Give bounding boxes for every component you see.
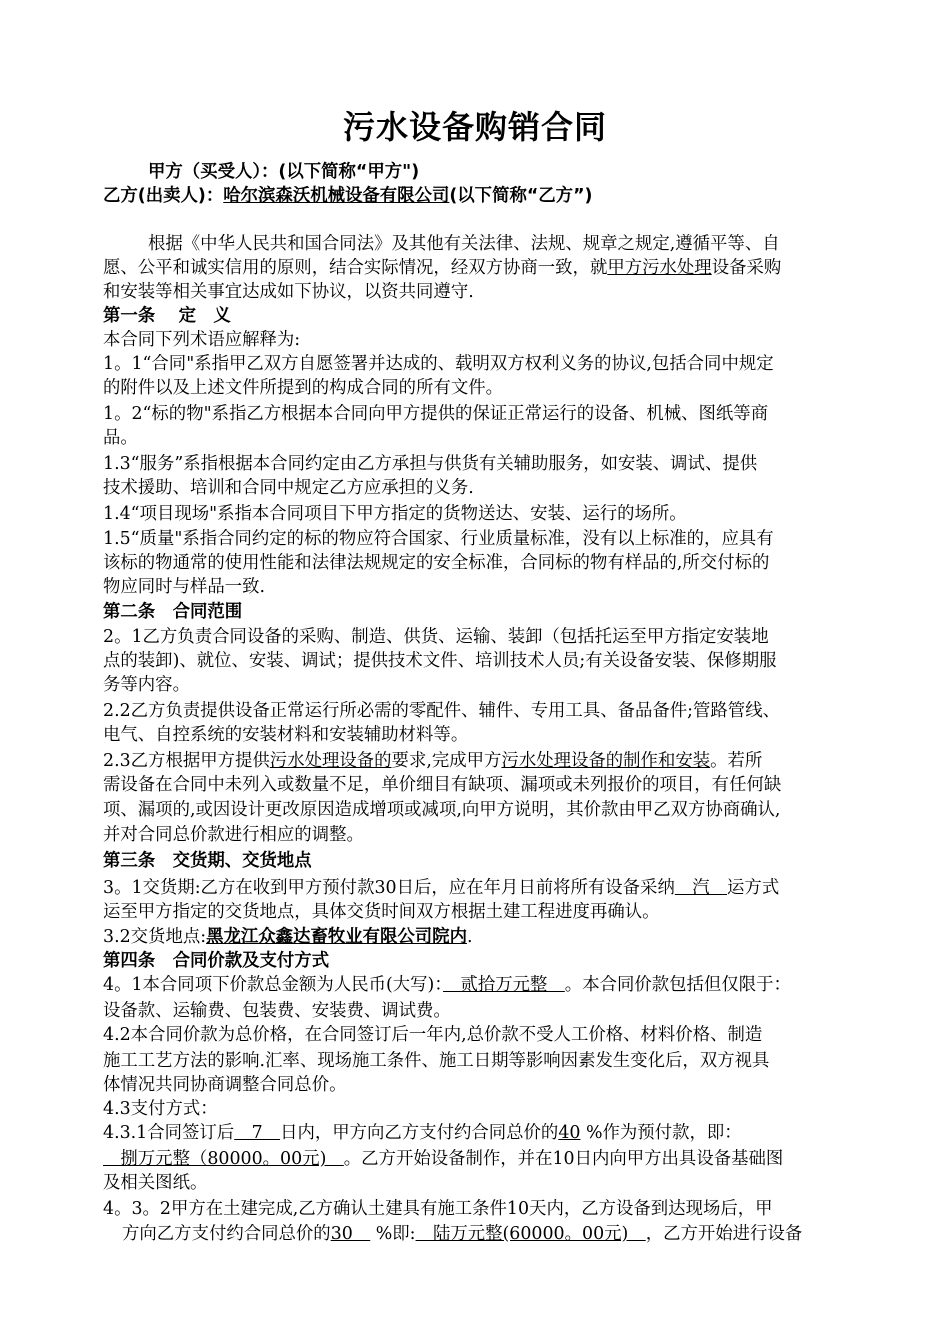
contract-line — [103, 376, 863, 400]
line-text: 。若所 — [710, 751, 763, 771]
line-text: 及相关图纸。 — [103, 1173, 208, 1193]
line-text: 1。2“标的物"系指乙方根据本合同向甲方提供的保证正常运行的设备、机械、图纸等商 — [103, 404, 769, 424]
line-text: 甲方污水处理 — [607, 258, 712, 278]
line-text: 2.3乙方根据甲方提供 — [103, 751, 270, 771]
line-text: 3.2交货地点: — [103, 927, 207, 947]
line-text: 务等内容。 — [103, 675, 190, 695]
line-text: 2.2乙方负责提供设备正常运行所必需的零配件、辅件、专用工具、备品备件;管路管线、 — [103, 701, 780, 721]
contract-line — [103, 773, 863, 797]
line-text: 捌万元整（80000。00元) — [103, 1149, 344, 1169]
line-text: 运至甲方指定的交货地点，具体交货时间双方根据土建工程进度再确认。 — [103, 902, 660, 922]
contract-line — [103, 876, 863, 900]
line-text: 运方式 — [727, 878, 780, 898]
contract-line — [103, 925, 863, 949]
line-text: 第四条 合同价款及支付方式 — [103, 951, 330, 971]
line-text: 1.5“质量"系指合同约定的标的物应符合国家、行业质量标准，没有以上标准的，应具有 — [103, 529, 774, 549]
contract-line — [103, 352, 863, 376]
line-text: 。乙方开始设备制作，并在10日内向甲方出具设备基础图 — [343, 1149, 784, 1169]
line-text: 第二条 合同范围 — [103, 602, 243, 622]
contract-line — [103, 256, 863, 280]
line-text: 并对合同总价款进行相应的调整。 — [103, 825, 364, 845]
line-text: 项、漏项的,或因设计更改原因造成增项或减项,向甲方说明，其价款由甲乙双方协商确认, — [103, 800, 781, 820]
line-text: 污水处理设备的 — [269, 751, 392, 771]
contract-line — [103, 900, 863, 924]
contract-line — [148, 160, 908, 184]
contract-line — [103, 1073, 863, 1097]
line-text: 电气、自控系统的安装材料和安装辅助材料等。 — [103, 725, 469, 745]
contract-line — [103, 575, 863, 599]
contract-line — [103, 402, 863, 426]
contract-line — [103, 184, 863, 208]
line-text: 日内，甲方向乙方支付约合同总价的 — [280, 1123, 559, 1143]
line-text: 体情况共同协商调整合同总价。 — [103, 1075, 347, 1095]
contract-line — [103, 551, 863, 575]
line-text: (以下简称“乙方”) — [449, 186, 593, 206]
line-text: 根据《中华人民共和国合同法》及其他有关法律、法规、规章之规定,遵循平等、自 — [148, 234, 780, 254]
line-text: 30 — [330, 1224, 371, 1244]
line-text: 4。1本合同项下价款总金额为人民币(大写)： — [103, 975, 444, 995]
line-text: 施工工艺方法的影响.汇率、现场施工条件、施工日期等影响因素发生变化后，双方视具 — [103, 1051, 770, 1071]
line-text: 1.4“项目现场"系指本合同项目下甲方指定的货物送达、安装、运行的场所。 — [103, 504, 687, 524]
line-text: 贰拾万元整 — [443, 975, 565, 995]
contract-line — [103, 999, 863, 1023]
contract-line — [103, 280, 863, 304]
contract-line — [103, 849, 863, 873]
contract-line — [103, 1197, 863, 1221]
contract-line — [103, 452, 863, 476]
line-text: 品。 — [103, 428, 138, 448]
line-text: 黑龙江众鑫达畜牧业有限公司院内 — [206, 927, 467, 947]
line-text: 第三条 交货期、交货地点 — [103, 851, 312, 871]
line-text: 2。1乙方负责合同设备的采购、制造、供货、运输、装卸（包括托运至甲方指定安装地 — [103, 627, 769, 647]
contract-line — [103, 699, 863, 723]
line-text: 7 — [234, 1123, 281, 1143]
line-text: 汽 — [674, 878, 728, 898]
contract-line — [148, 232, 908, 256]
contract-line — [103, 527, 863, 551]
line-text: 4.3.1合同签订后 — [103, 1123, 235, 1143]
contract-line — [103, 973, 863, 997]
line-text: 点的装卸)、就位、安装、调试；提供技术文件、培训技术人员;有关设备安装、保修期服 — [103, 651, 777, 671]
contract-line — [103, 625, 863, 649]
line-text: 要求,完成甲方 — [391, 751, 502, 771]
line-text: 1。1“合同"系指甲乙双方自愿签署并达成的、载明双方权利义务的协议,包括合同中规定 — [103, 354, 774, 374]
line-text: 4.2本合同价款为总价格，在合同签订后一年内,总价款不受人工价格、材料价格、制造 — [103, 1025, 763, 1045]
line-text: 该标的物通常的使用性能和法律法规规定的安全标准，合同标的物有样品的,所交付标的 — [103, 553, 770, 573]
document-title: 污水设备购销合同 — [342, 108, 607, 146]
line-text: %作为预付款，即： — [580, 1123, 742, 1143]
line-text: 乙方(出卖人)： — [103, 186, 224, 206]
line-text: 和安装等相关事宜达成如下协议，以资共同遵守. — [103, 282, 474, 302]
contract-line — [103, 798, 863, 822]
line-text: 1.3“服务”系指根据本合同约定由乙方承担与供货有关辅助服务，如安装、调试、提供 — [103, 454, 758, 474]
line-text: 3。1交货期:乙方在收到甲方预付款30日后，应在年月日前将所有设备采纳 — [103, 878, 675, 898]
contract-line — [103, 1023, 863, 1047]
line-text: 甲方（买受人）：(以下简称“甲方") — [148, 162, 420, 182]
line-text: 哈尔滨森沃机械设备有限公司 — [223, 186, 450, 206]
contract-line — [103, 649, 863, 673]
contract-line — [103, 476, 863, 500]
contract-line — [103, 600, 863, 624]
line-text: 技术援助、培训和合同中规定乙方应承担的义务. — [103, 478, 474, 498]
contract-line — [103, 949, 863, 973]
line-text: 40 — [558, 1123, 581, 1143]
line-text: 愿、公平和诚实信用的原则，结合实际情况，经双方协商一致，就 — [103, 258, 608, 278]
contract-line — [103, 1171, 863, 1195]
line-text: 污水处理设备的制作和安装 — [501, 751, 711, 771]
line-text: 本合同下列术语应解释为: — [103, 330, 301, 350]
line-text: 方向乙方支付约合同总价的 — [122, 1224, 331, 1244]
line-text: 4。3。2甲方在土建完成,乙方确认土建具有施工条件10天内，乙方设备到达现场后，甲 — [103, 1199, 773, 1219]
contract-line — [103, 304, 863, 328]
contract-line — [103, 1049, 863, 1073]
contract-line — [103, 749, 863, 773]
line-text: %即: — [370, 1224, 416, 1244]
line-text: 需设备在合同中未列入或数量不足，单价细目有缺项、漏项或未列报价的项目，有任何缺 — [103, 775, 782, 795]
line-text: 设备款、运输费、包装费、安装费、调试费。 — [103, 1001, 451, 1021]
line-text: ，乙方开始进行设备 — [645, 1224, 803, 1244]
line-text: 的附件以及上述文件所提到的构成合同的所有文件。 — [103, 378, 503, 398]
contract-line — [103, 723, 863, 747]
contract-line — [103, 328, 863, 352]
contract-line — [122, 1222, 882, 1246]
line-text: 。本合同价款包括但仅限于： — [564, 975, 791, 995]
contract-line — [103, 673, 863, 697]
line-text: 设备采购 — [711, 258, 782, 278]
contract-line — [103, 823, 863, 847]
line-text: 物应同时与样品一致. — [103, 577, 266, 597]
line-text: 第一条 定 义 — [103, 306, 231, 326]
contract-line — [103, 426, 863, 450]
contract-line — [103, 1121, 863, 1145]
line-text: 4.3支付方式： — [103, 1099, 218, 1119]
line-text: . — [466, 927, 473, 947]
contract-line — [103, 1147, 863, 1171]
contract-line — [103, 1097, 863, 1121]
line-text: 陆万元整(60000。00元) — [415, 1224, 646, 1244]
contract-line — [103, 502, 863, 526]
